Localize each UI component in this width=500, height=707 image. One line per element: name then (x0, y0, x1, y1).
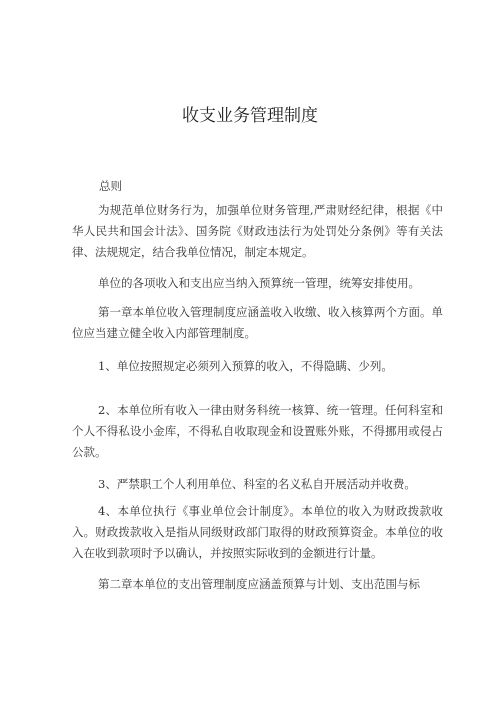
section-heading: 总则 (99, 179, 122, 193)
paragraph-8: 第二章本单位的支出管理制度应涵盖预算与计划、支出范围与标 (98, 577, 420, 591)
paragraph-1: 为规范单位财务行为，加强单位财务管理,严肃财经纪律，根据《中华人民共和国会计法》、国务院《财政违法行为处罚处分条例》等有关法律、法规规定，结合我单位情况，制定本规定。 (72, 203, 443, 259)
paragraph-7: 4、本单位执行《事业单位会计制度》。本单位的收入为财政拨款收入。财政拨款收入是指从同级财政部门取得的财政预算资金。本单位的收入在收到款项时予以确认，并按照实际收到的金额进行计量。 (72, 504, 443, 560)
paragraph-2: 单位的各项收入和支出应当纳入预算统一管理，统筹安排使用。 (98, 276, 420, 290)
paragraph-5: 2、本单位所有收入一律由财务科统一核算、统一管理。任何科室和个人不得私设小金库，不得私自收取现金和设置账外账，不得挪用或侵占公款。 (72, 403, 443, 459)
paragraph-4: 1、单位按照规定必须列入预算的收入，不得隐瞒、少列。 (98, 359, 393, 373)
paragraph-6: 3、严禁职工个人利用单位、科室的名义私自开展活动并收费。 (98, 477, 416, 491)
paragraph-3: 第一章本单位收入管理制度应涵盖收入收缴、收入核算两个方面。单位应当建立健全收入内部管理制度。 (72, 305, 443, 340)
document-title: 收支业务管理制度 (182, 106, 318, 126)
